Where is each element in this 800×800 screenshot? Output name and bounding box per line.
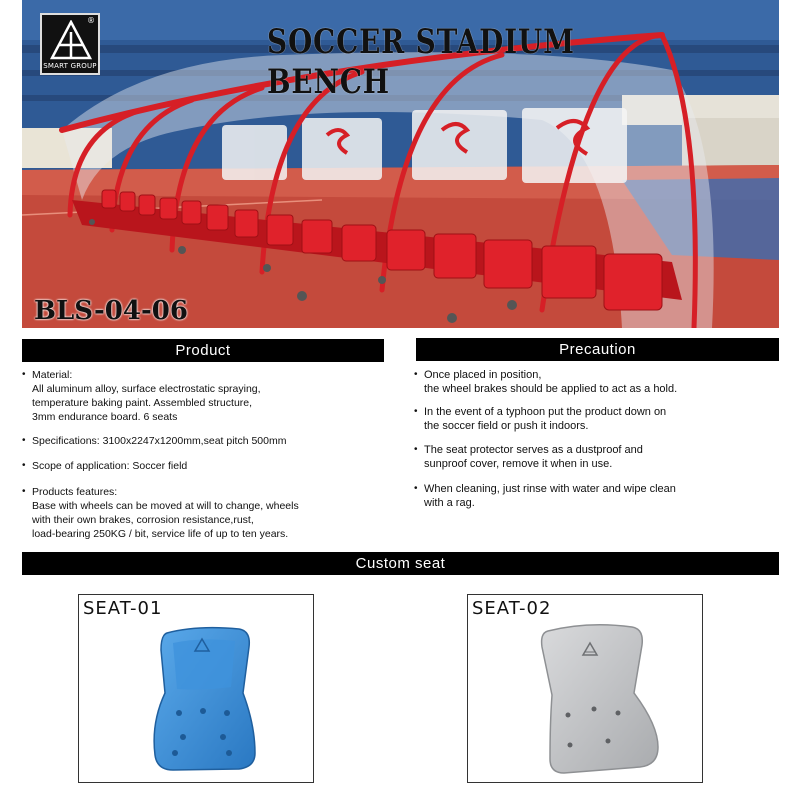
list-item [414, 368, 784, 396]
blue-seat-illustration [79, 595, 315, 784]
item-line: the soccer field or push it indoors. [424, 420, 589, 432]
item-label: • In the event of a typhoon put the product down on [424, 406, 667, 418]
item-label: • Products features: [32, 486, 118, 498]
item-label: • The seat protector serves as a dustproof and [424, 444, 643, 456]
list-item [22, 368, 392, 424]
logo-triangle-icon [50, 20, 92, 60]
item-line: All aluminum alloy, surface electrostatic spraying, [32, 383, 261, 395]
seat-02-label: SEAT-02 [472, 598, 552, 619]
registered-mark: ® [87, 16, 95, 25]
grey-seat-illustration [468, 595, 704, 784]
custom-seat-heading: Custom seat [22, 552, 779, 575]
seat-01-label: SEAT-01 [83, 598, 163, 619]
item-label: • When cleaning, just rinse with water and wipe clean [424, 483, 676, 495]
hero-banner [22, 0, 779, 328]
product-heading: Product [22, 339, 384, 362]
list-item [414, 405, 784, 433]
list-item [22, 434, 392, 448]
item-line: 3mm endurance board. 6 seats [32, 411, 178, 423]
item-label: • Specifications: 3100x2247x1200mm,seat pitch 500mm [32, 435, 287, 447]
page-title: SOCCER STADIUM BENCH [267, 22, 575, 102]
item-line: the wheel brakes should be applied to act as a hold. [424, 383, 678, 395]
item-label: • Once placed in position, [424, 369, 542, 381]
item-line: Base with wheels can be moved at will to change, wheels [32, 500, 299, 512]
list-item [414, 482, 784, 510]
smart-group-logo [40, 13, 100, 75]
list-item [22, 485, 392, 541]
precaution-heading: Precaution [416, 338, 779, 361]
item-line: with a rag. [424, 497, 475, 509]
seat-01-card [78, 594, 314, 783]
item-label: • Material: [32, 369, 73, 381]
item-label: • Scope of application: Soccer field [32, 460, 188, 472]
model-number: BLS-04-06 [34, 296, 188, 326]
item-line: temperature baking paint. Assembled structure, [32, 397, 253, 409]
item-line: with their own brakes, corrosion resistance,rust, [32, 514, 254, 526]
item-line: load-bearing 250KG / bit, service life of up to ten years. [32, 528, 289, 540]
list-item [22, 459, 392, 473]
logo-text: SMART GROUP [43, 62, 97, 70]
item-line: sunproof cover, remove it when in use. [424, 458, 613, 470]
seat-02-card [467, 594, 703, 783]
list-item [414, 443, 784, 471]
